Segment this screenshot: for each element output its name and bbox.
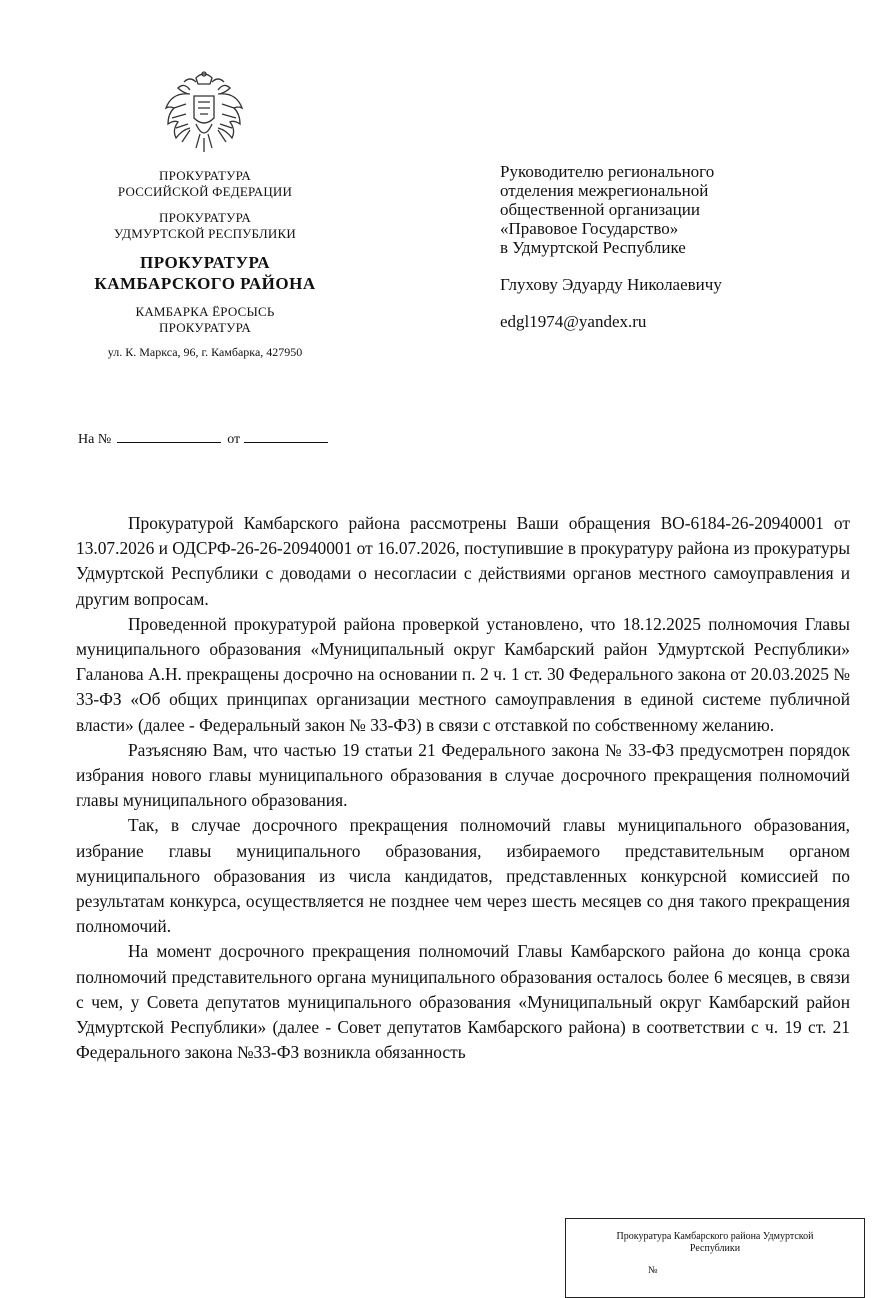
reference-number-label: На № [78,432,112,447]
letter-body [76,511,850,1065]
org-ur-line1: ПРОКУРАТУРА [159,210,251,225]
reference-line [78,432,328,448]
sender-header [60,168,350,360]
recipient-line: общественной организации [500,200,700,219]
org-kambarka-line2: КАМБАРСКОГО РАЙОНА [94,274,316,293]
stamp-number-label: № [648,1265,658,1276]
sender-address: ул. К. Маркса, 96, г. Камбарка, 427950 [107,345,303,359]
reference-date-label: от [227,432,241,447]
body-paragraph: Проведенной прокуратурой района проверкой установлено, что 18.12.2025 полномочия Главы муниципального образования «Муниципальный округ Камбарский район Удмуртской Республики» Галанова А.Н. прекращены досрочно на основании п. 2 ч. 1 ст. 30 Федерального закона от 20.03.2025 № 33-ФЗ «Об общих принципах организации местного самоуправления в единой системе публичной власти» (далее - Федеральный закон № 33-ФЗ) в связи с отставкой по собственному желанию. [76,613,850,735]
body-paragraph: Прокуратурой Камбарского района рассмотрены Ваши обращения ВО-6184-26-20940001 от 13.07.2026 и ОДСРФ-26-26-20940001 от 16.07.2026, поступившие в прокуратуру района из прокуратуры Удмуртской Республики с доводами о несогласии с действиями органов местного самоуправления и другим вопросам. [76,513,850,609]
recipient-email: edgl1974@yandex.ru [500,312,647,331]
registration-stamp [565,1218,865,1298]
reference-date-blank [244,442,328,443]
org-udm-line1: КАМБАРКА ЁРОСЫСЬ [135,304,275,319]
body-paragraph: Так, в случае досрочного прекращения полномочий главы муниципального образования, избрание главы муниципального образования, избираемого представительным органом муниципального образования из числа кандидатов, представленных конкурсной комиссией по результатам конкурса, осуществляется не позднее чем через шесть месяцев со дня такого прекращения полномочий. [76,815,850,937]
org-ur-line2: УДМУРТСКОЙ РЕСПУБЛИКИ [114,226,296,241]
body-paragraph: На момент досрочного прекращения полномочий Главы Камбарского района до конца срока полномочий представительного органа муниципального образования осталось более 6 месяцев, в связи с чем, у Совета депутатов муниципального образования «Муниципальный округ Камбарский район Удмуртской Республики» (далее - Совет депутатов Камбарского района) в соответствии с ч. 19 ст. 21 Федерального закона №33-ФЗ возникла обязанность [76,941,850,1063]
recipient-line: «Правовое Государство» [500,219,679,238]
recipient-line: отделения межрегиональной [500,181,709,200]
reference-number-blank [117,442,221,443]
org-rf-line2: РОССИЙСКОЙ ФЕДЕРАЦИИ [117,184,293,199]
double-headed-eagle-emblem-icon [160,68,248,158]
org-udm-line2: ПРОКУРАТУРА [159,320,251,335]
org-rf-line1: ПРОКУРАТУРА [159,168,251,183]
recipient-block [500,162,840,331]
org-kambarka-line1: ПРОКУРАТУРА [140,253,270,272]
recipient-line: Руководителю регионального [500,162,715,181]
body-paragraph: Разъясняю Вам, что частью 19 статьи 21 Федерального закона № 33-ФЗ предусмотрен порядок избрания нового главы муниципального образования в случае досрочного прекращения полномочий главы муниципального образования. [76,739,850,811]
recipient-line: в Удмуртской Республике [500,238,686,257]
stamp-title-line1: Прокуратура Камбарского района Удмуртской [616,1231,814,1242]
stamp-title-line2: Республики [689,1243,741,1254]
recipient-name: Глухову Эдуарду Николаевичу [500,275,722,294]
